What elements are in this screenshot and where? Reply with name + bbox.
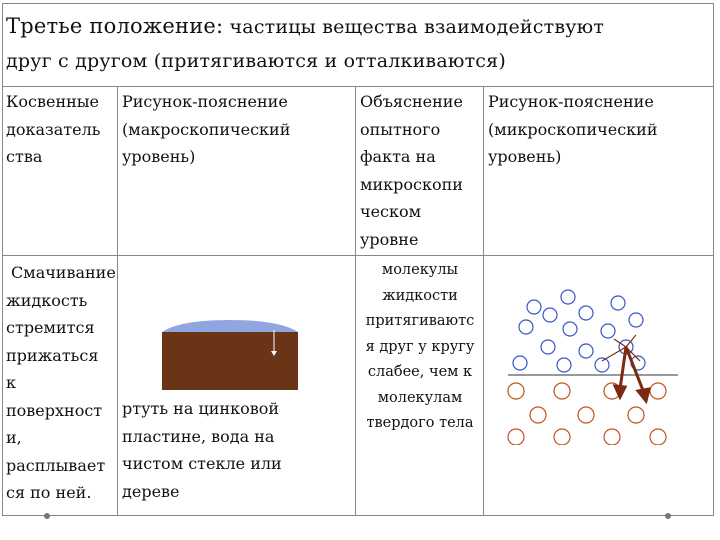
solid-molecule xyxy=(508,383,524,399)
header-col3-line: ческом xyxy=(360,202,422,221)
header-macro-picture xyxy=(122,88,290,171)
liquid-molecule xyxy=(541,340,555,354)
liquid-molecule xyxy=(629,313,643,327)
attraction-arrow-head xyxy=(638,389,649,401)
header-col3-line: уровне xyxy=(360,229,419,249)
title-lead: Третье положение: xyxy=(6,14,224,38)
attraction-arrow-head xyxy=(615,386,625,397)
solid-molecule xyxy=(530,407,546,423)
wetting-line: прижаться xyxy=(6,345,99,365)
liquid-molecule xyxy=(557,358,571,372)
solid-molecule xyxy=(554,383,570,399)
wetting-line: расплывает xyxy=(6,455,106,475)
header-col3-line: опытного xyxy=(360,119,441,139)
wetting-line: стремится xyxy=(6,318,95,337)
macro-caption-line: пластине, вода на xyxy=(122,426,275,446)
header-col4-line: уровень) xyxy=(488,147,562,166)
liquid-molecule xyxy=(611,296,625,310)
micro-explanation-line: я друг у кругу xyxy=(365,338,475,355)
column-divider-3 xyxy=(483,86,484,516)
attraction-arrow-liquid xyxy=(602,347,626,361)
solid-molecule xyxy=(554,429,570,445)
solid-molecule xyxy=(604,429,620,445)
header-indirect-evidence xyxy=(6,88,100,171)
liquid-molecule xyxy=(513,356,527,370)
wetting-line: поверхност xyxy=(6,400,103,420)
wetting-macro-caption xyxy=(122,395,282,505)
liquid-molecule xyxy=(579,306,593,320)
header-col3-line: Объяснение xyxy=(360,92,463,111)
table-top-border xyxy=(2,86,714,87)
slide-dot-left xyxy=(44,513,50,519)
header-micro-picture xyxy=(488,88,657,171)
micro-explanation-line: молекулы xyxy=(381,262,459,278)
header-col1-line: ства xyxy=(6,147,43,166)
header-col1-line: доказатель xyxy=(6,119,101,139)
header-col2-line: Рисунок-пояснение xyxy=(122,92,288,111)
slide-title xyxy=(6,9,706,78)
liquid-molecule xyxy=(563,322,577,336)
wetting-line: Смачивание xyxy=(11,263,116,282)
wetting-macro-illustration xyxy=(160,318,300,393)
macro-caption-line: дереве xyxy=(122,481,180,501)
solid-plate xyxy=(162,332,298,390)
liquid-molecule xyxy=(519,320,533,334)
liquid-molecule xyxy=(561,290,575,304)
liquid-molecule xyxy=(579,344,593,358)
header-micro-explanation xyxy=(360,88,463,253)
micro-explanation-line: слабее, чем к xyxy=(367,364,473,380)
wetting-micro-illustration xyxy=(490,285,690,445)
wetting-description xyxy=(6,259,116,507)
header-col1-line: Косвенные xyxy=(6,92,99,111)
micro-explanation-line: жидкости xyxy=(382,287,458,304)
wetting-line: и, xyxy=(6,428,22,447)
attraction-arrow-solid xyxy=(626,347,644,393)
attraction-arrow-liquid xyxy=(626,335,636,347)
solid-molecule xyxy=(650,383,666,399)
solid-molecule xyxy=(508,429,524,445)
title-line2: друг с другом (притягиваются и отталкиваются) xyxy=(6,50,506,72)
solid-molecule xyxy=(578,407,594,423)
solid-molecule xyxy=(628,407,644,423)
micro-explanation-text xyxy=(360,258,480,437)
header-col2-line: (макроскопический xyxy=(122,119,291,139)
column-divider-2 xyxy=(355,86,356,516)
solid-molecule xyxy=(650,429,666,445)
wetting-line: ся по ней. xyxy=(6,483,92,502)
macro-caption-line: ртуть на цинковой xyxy=(122,399,279,418)
liquid-molecule xyxy=(601,324,615,338)
liquid-molecule xyxy=(595,358,609,372)
slide-dot-right xyxy=(665,513,671,519)
header-col4-line: (микроскопический xyxy=(488,119,658,139)
liquid-drop xyxy=(162,320,298,332)
wetting-line: жидкость xyxy=(6,290,88,310)
header-col3-line: факта на xyxy=(360,147,436,166)
header-col4-line: Рисунок-пояснение xyxy=(488,92,654,111)
wetting-line: к xyxy=(6,373,16,392)
micro-explanation-line: притягиваютс xyxy=(365,313,475,329)
header-col2-line: уровень) xyxy=(122,147,196,166)
header-col3-line: микроскопи xyxy=(360,174,463,194)
micro-explanation-line: твердого тела xyxy=(366,415,474,431)
micro-explanation-line: молекулам xyxy=(377,389,463,406)
liquid-molecule xyxy=(527,300,541,314)
title-rest: частицы вещества взаимодействуют xyxy=(223,16,605,38)
table-header-divider xyxy=(2,255,714,256)
macro-caption-line: чистом стекле или xyxy=(122,454,282,473)
liquid-molecule xyxy=(543,308,557,322)
column-divider-1 xyxy=(117,86,118,516)
